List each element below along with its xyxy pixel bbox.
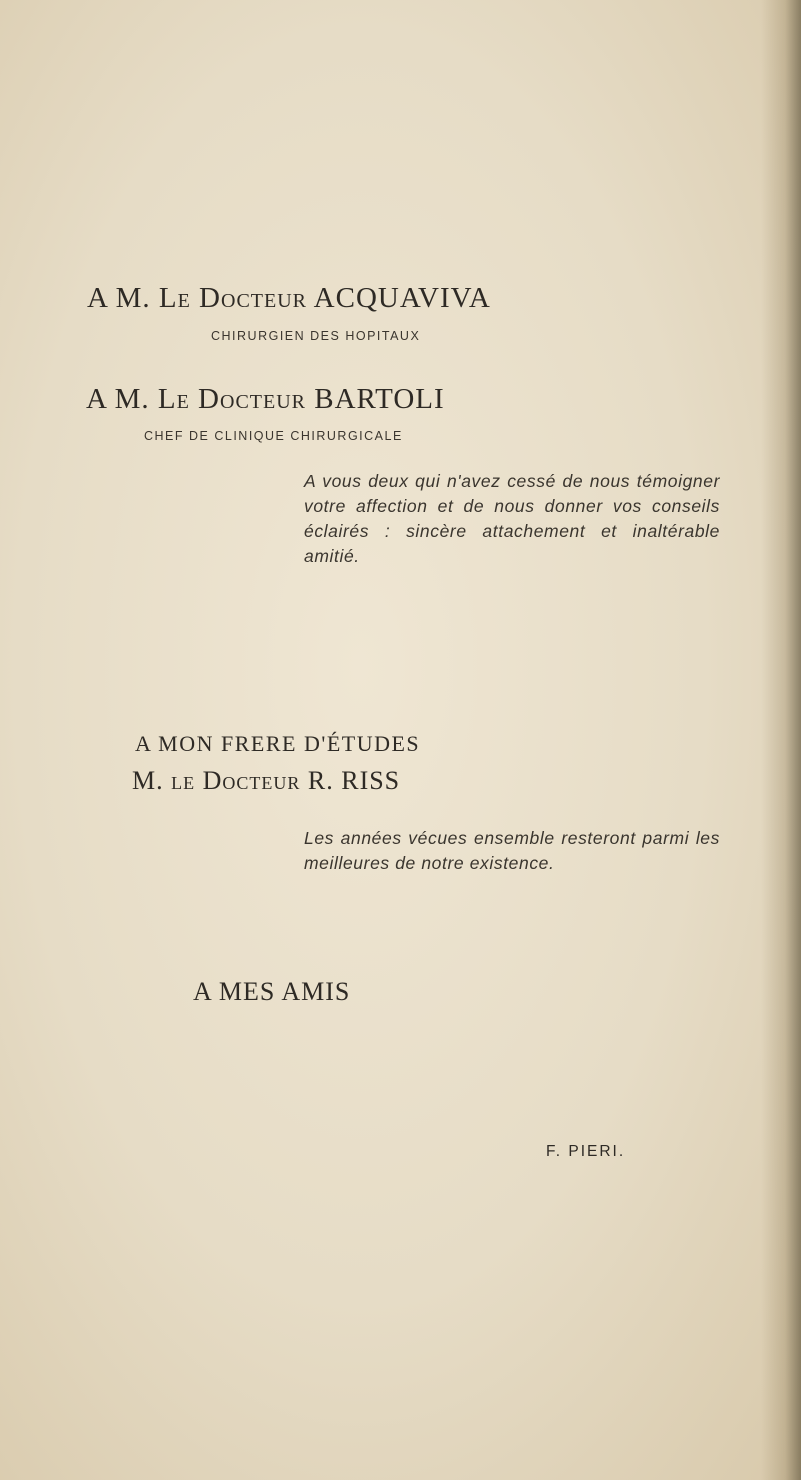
dedication-bartoli-subtitle: CHEF DE CLINIQUE CHIRURGICALE [144, 429, 403, 443]
dedication-acquaviva-heading: A M. Le Docteur ACQUAVIVA [87, 282, 491, 314]
dedication-riss-text: Les années vécues ensemble resteront parmi les meilleures de notre existence. [304, 828, 720, 873]
author-signature: F. PIERI. [546, 1143, 626, 1160]
dedication-acquaviva-subtitle: CHIRURGIEN DES HOPITAUX [211, 329, 421, 343]
dedication-bartoli-text: A vous deux qui n'avez cessé de nous témoigner votre affection et de nous donner vos conseils éclairés : sincère attachement et inaltérable amitié. [304, 471, 720, 566]
dedication-brother-heading: A MON FRERE D'ÉTUDES [135, 731, 421, 756]
page-edge-shadow [761, 0, 801, 1480]
dedication-bartoli-heading: A M. Le Docteur BARTOLI [86, 383, 445, 415]
dedication-friends-heading: A MES AMIS [193, 977, 351, 1006]
dedication-riss-heading: M. le Docteur R. RISS [132, 766, 401, 795]
